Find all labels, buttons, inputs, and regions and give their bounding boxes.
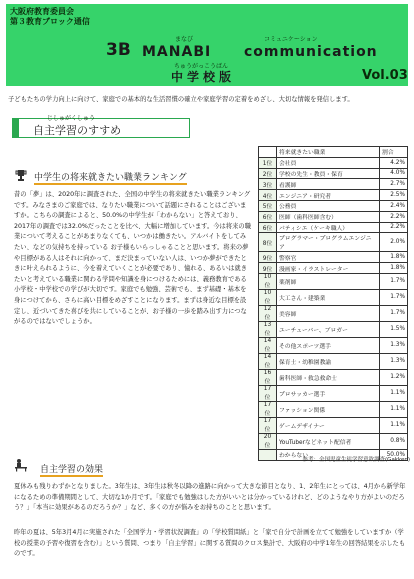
table-row: 4位 エンジニア・研究者 2.5% bbox=[259, 190, 408, 201]
article1-heading: 中学生の将来就きたい職業ランキング bbox=[34, 173, 187, 183]
ruby-communication: コミュニケーション bbox=[264, 36, 318, 43]
title-manabi: MANABI bbox=[142, 44, 212, 60]
table-row: 8位 プログラマー・プログラムエンジニア 2.0% bbox=[259, 233, 408, 252]
table-row: 13位 ユーチューバー、ブロガー 1.5% bbox=[259, 321, 408, 337]
table-row: 5位 公務員 2.4% bbox=[259, 200, 408, 211]
table-row: 17位 ファッション関係 1.1% bbox=[259, 401, 408, 417]
article2-paragraph-2: 昨年の夏は、5年3月4月に実施された「全国学力・学習状況調査」の「学校質問紙」と「家で自分で計画を立てて勉強をしていますか（学校の授業の予習や復習を含む）」という質問、つまり「自主学習」に関する質問のクロス集計で、大阪府の中学1年生の回答結果を示したものです。 bbox=[14, 529, 406, 558]
table-row: 9位 警察官 1.8% bbox=[259, 252, 408, 263]
table-source: 参考：全国児童生徒学習意欲調査(Gakken) bbox=[302, 457, 410, 463]
org-name: 大阪府教育委員会 第３教育ブロック通信 bbox=[10, 7, 90, 26]
table-row: 6位 医師（歯科医師含む） 2.2% bbox=[259, 211, 408, 222]
table-row: 17位 ゲームデザイナー 1.1% bbox=[259, 417, 408, 433]
table-header-row bbox=[259, 147, 408, 158]
career-ranking-table bbox=[258, 146, 408, 461]
ruby-manabi: まなび bbox=[175, 36, 194, 43]
table-header-job: 将来就きたい職業 bbox=[277, 147, 380, 158]
table-row: わからない 50.0% bbox=[259, 449, 408, 460]
edition-title: 中学校版 bbox=[171, 70, 236, 84]
table-row: 6位 パティシエ（ケーキ職人） 2.2% bbox=[259, 222, 408, 233]
table-row: 3位 看護師 2.7% bbox=[259, 179, 408, 190]
ruby-edition: ちゅうがっこうばん bbox=[174, 63, 229, 70]
table-row: 10位 薬剤師 1.7% bbox=[259, 273, 408, 289]
section-title-box bbox=[12, 115, 190, 138]
masthead bbox=[6, 4, 408, 86]
table-row: 20位 YouTuberなどネット配信者 0.8% bbox=[259, 433, 408, 449]
table-row: 10位 大工さん・建築業 1.7% bbox=[259, 289, 408, 305]
table-row: 16位 歯科医師・救急救命士 1.2% bbox=[259, 369, 408, 385]
article2-heading: 自主学習の効果 bbox=[40, 465, 104, 475]
section-title: 自主学習のすすめ bbox=[33, 124, 122, 137]
section-accent-bar bbox=[13, 119, 19, 137]
volume-number: Vol.03 bbox=[362, 68, 408, 83]
table-row: 14位 その他スポーツ選手 1.3% bbox=[259, 337, 408, 353]
article2-paragraph-1: 夏休みも残りわずかとなりました。3年生は、3年生は秋冬以降の進路に向かって大きな節目となり、1、2年生にとっては、4月から新学年になるための準備期間として、大切な1か月です。「家庭でも勉強はした方がいいとは分かっているけれど、どのようなやり方がよいのだろう？」「本当に効果があるのだろうか？」など、多くの方が悩みをお持ちのことと思います。 bbox=[14, 483, 406, 512]
table-row: 2位 学校の先生・教員・保育 4.0% bbox=[259, 168, 408, 179]
table-row: 12位 美容師 1.7% bbox=[259, 305, 408, 321]
title-communication: communication bbox=[244, 44, 378, 60]
trophy-icon bbox=[14, 168, 28, 182]
table-row: 14位 保育士・幼稚園教諭 1.3% bbox=[259, 353, 408, 369]
section-ruby: じしゅがくしゅう bbox=[47, 115, 96, 122]
study-desk-icon bbox=[14, 458, 28, 472]
table-row: 1位 会社員 4.2% bbox=[259, 157, 408, 168]
lead-text: 子どもたちの学力向上に向けて、家庭での基本的な生活習慣の確立や家庭学習の定着をめざし、大切な情報を発信します。 bbox=[8, 96, 354, 103]
tag-3b: 3B bbox=[106, 40, 131, 60]
table-row: 17位 プロサッカー選手 1.1% bbox=[259, 385, 408, 401]
table-row: 9位 漫画家・イラストレーター 1.8% bbox=[259, 263, 408, 274]
article1-body: 昔の「夢」は、2020年に調査された、全国の中学生の将来就きたい職業ランキングです。みなさまのご家庭では、なりたい職業について話題にされることはございますか。こちらの調査によると、50.0%の中学生が「わからない」と答えており、2017年の調査では32.0%だったことを比べ、大幅に増加しています。今は将来の職業について考えることがあまりなくても、いつかは働きたい。アルバイトをしてみたい、などの気持ちを持っている お子様もいらっしゃることと思います。将来の夢や目標がある人はそれに向かって、まだ決まっていない人は、いつか夢ができたときに叶えられるように、今を着えていくことが必要であり、憧れる、あるいは就きたいと考えている職業に関わる学問や知識を身につけるためには、義務教育である小学校・中学校での学びが大切です。家庭でも勉強、芸術でも、まず基礎・基本を身につけてから、さらに高い目標をめざすことになります。まずは身近な目標を設定し、近づいてきた喜びを共にしていることが、お子様の一歩を踏み出す力につながるのではないでしょうか。 bbox=[14, 191, 252, 326]
table-header-pct: 割合 bbox=[380, 147, 408, 158]
